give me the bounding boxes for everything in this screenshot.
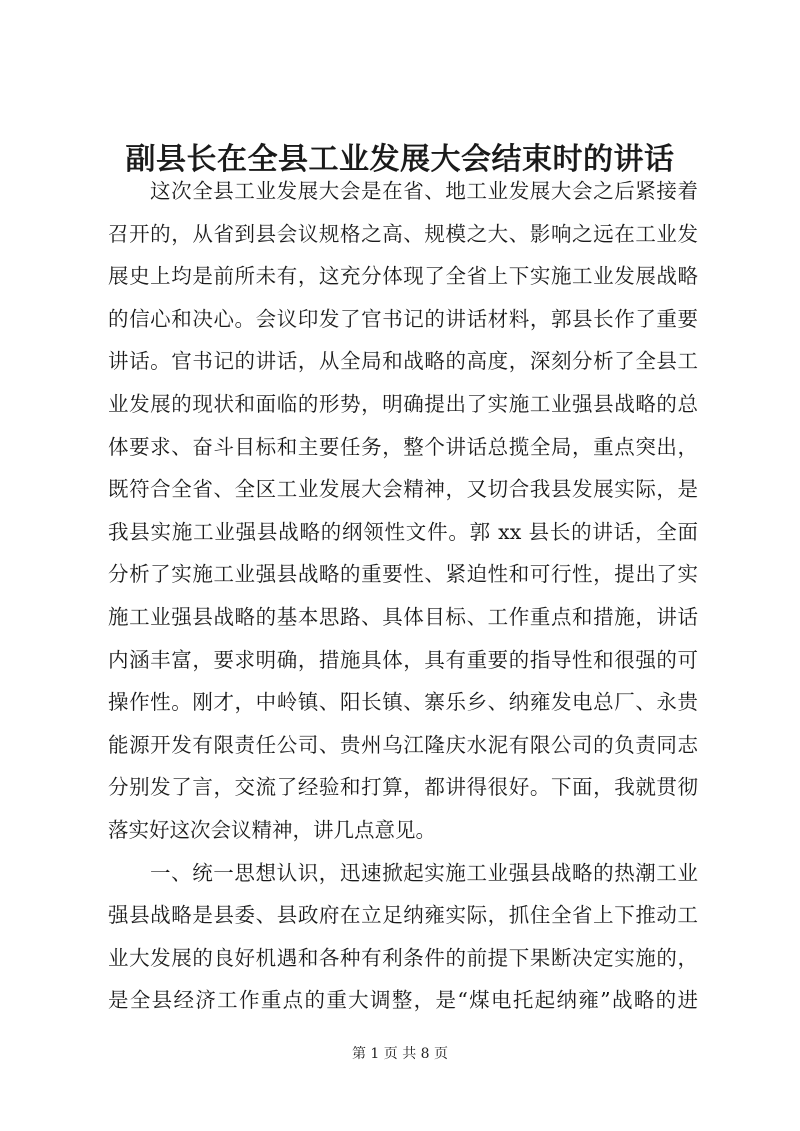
paragraph-line: 能源开发有限责任公司、贵州乌江隆庆水泥有限公司的负责同志 <box>108 732 698 757</box>
paragraph-line: 业发展的现状和面临的形势，明确提出了实施工业强县战略的总 <box>108 391 698 416</box>
paragraph-line: 展史上均是前所未有，这充分体现了全省上下实施工业发展战略 <box>108 264 698 289</box>
paragraph-line: 这次全县工业发展大会是在省、地工业发展大会之后紧接着 <box>150 179 698 203</box>
document-title: 副县长在全县工业发展大会结束时的讲话 <box>125 142 675 177</box>
paragraph-line: 分别发了言，交流了经验和打算，都讲得很好。下面，我就贯彻 <box>108 775 698 800</box>
paragraph-line: 体要求、奋斗目标和主要任务，整个讲话总揽全局，重点突出， <box>108 434 698 459</box>
page-footer: 第 1 页 共 8 页 <box>351 1046 449 1062</box>
paragraph-line: 分析了实施工业强县战略的重要性、紧迫性和可行性，提出了实 <box>108 562 698 587</box>
document-body <box>108 170 698 1022</box>
paragraph-line: 内涵丰富，要求明确，措施具体，具有重要的指导性和很强的可 <box>108 647 698 672</box>
paragraph-line: 是全县经济工作重点的重大调整，是“煤电托起纳雍”战略的进 <box>108 988 698 1013</box>
paragraph-line: 既符合全省、全区工业发展大会精神，又切合我县发展实际，是 <box>108 477 698 502</box>
paragraph-line: 一、统一思想认识，迅速掀起实施工业强县战略的热潮工业 <box>150 860 698 885</box>
paragraph-line: 召开的，从省到县会议规格之高、规模之大、影响之远在工业发 <box>108 221 698 246</box>
paragraph-line: 业大发展的良好机遇和各种有利条件的前提下果断决定实施的， <box>108 945 698 970</box>
paragraph-line: 落实好这次会议精神，讲几点意见。 <box>108 817 436 842</box>
paragraph-line: 讲话。官书记的讲话，从全局和战略的高度，深刻分析了全县工 <box>108 349 698 374</box>
paragraph-line: 强县战略是县委、县政府在立足纳雍实际，抓住全省上下推动工 <box>108 903 698 928</box>
paragraph-line: 的信心和决心。会议印发了官书记的讲话材料，郭县长作了重要 <box>108 306 698 331</box>
paragraph-line: 操作性。刚才，中岭镇、阳长镇、寨乐乡、纳雍发电总厂、永贵 <box>108 690 698 715</box>
paragraph-line: 施工业强县战略的基本思路、具体目标、工作重点和措施，讲话 <box>108 604 698 629</box>
paragraph-line: 我县实施工业强县战略的纲领性文件。郭 xx 县长的讲话，全面 <box>108 519 698 544</box>
